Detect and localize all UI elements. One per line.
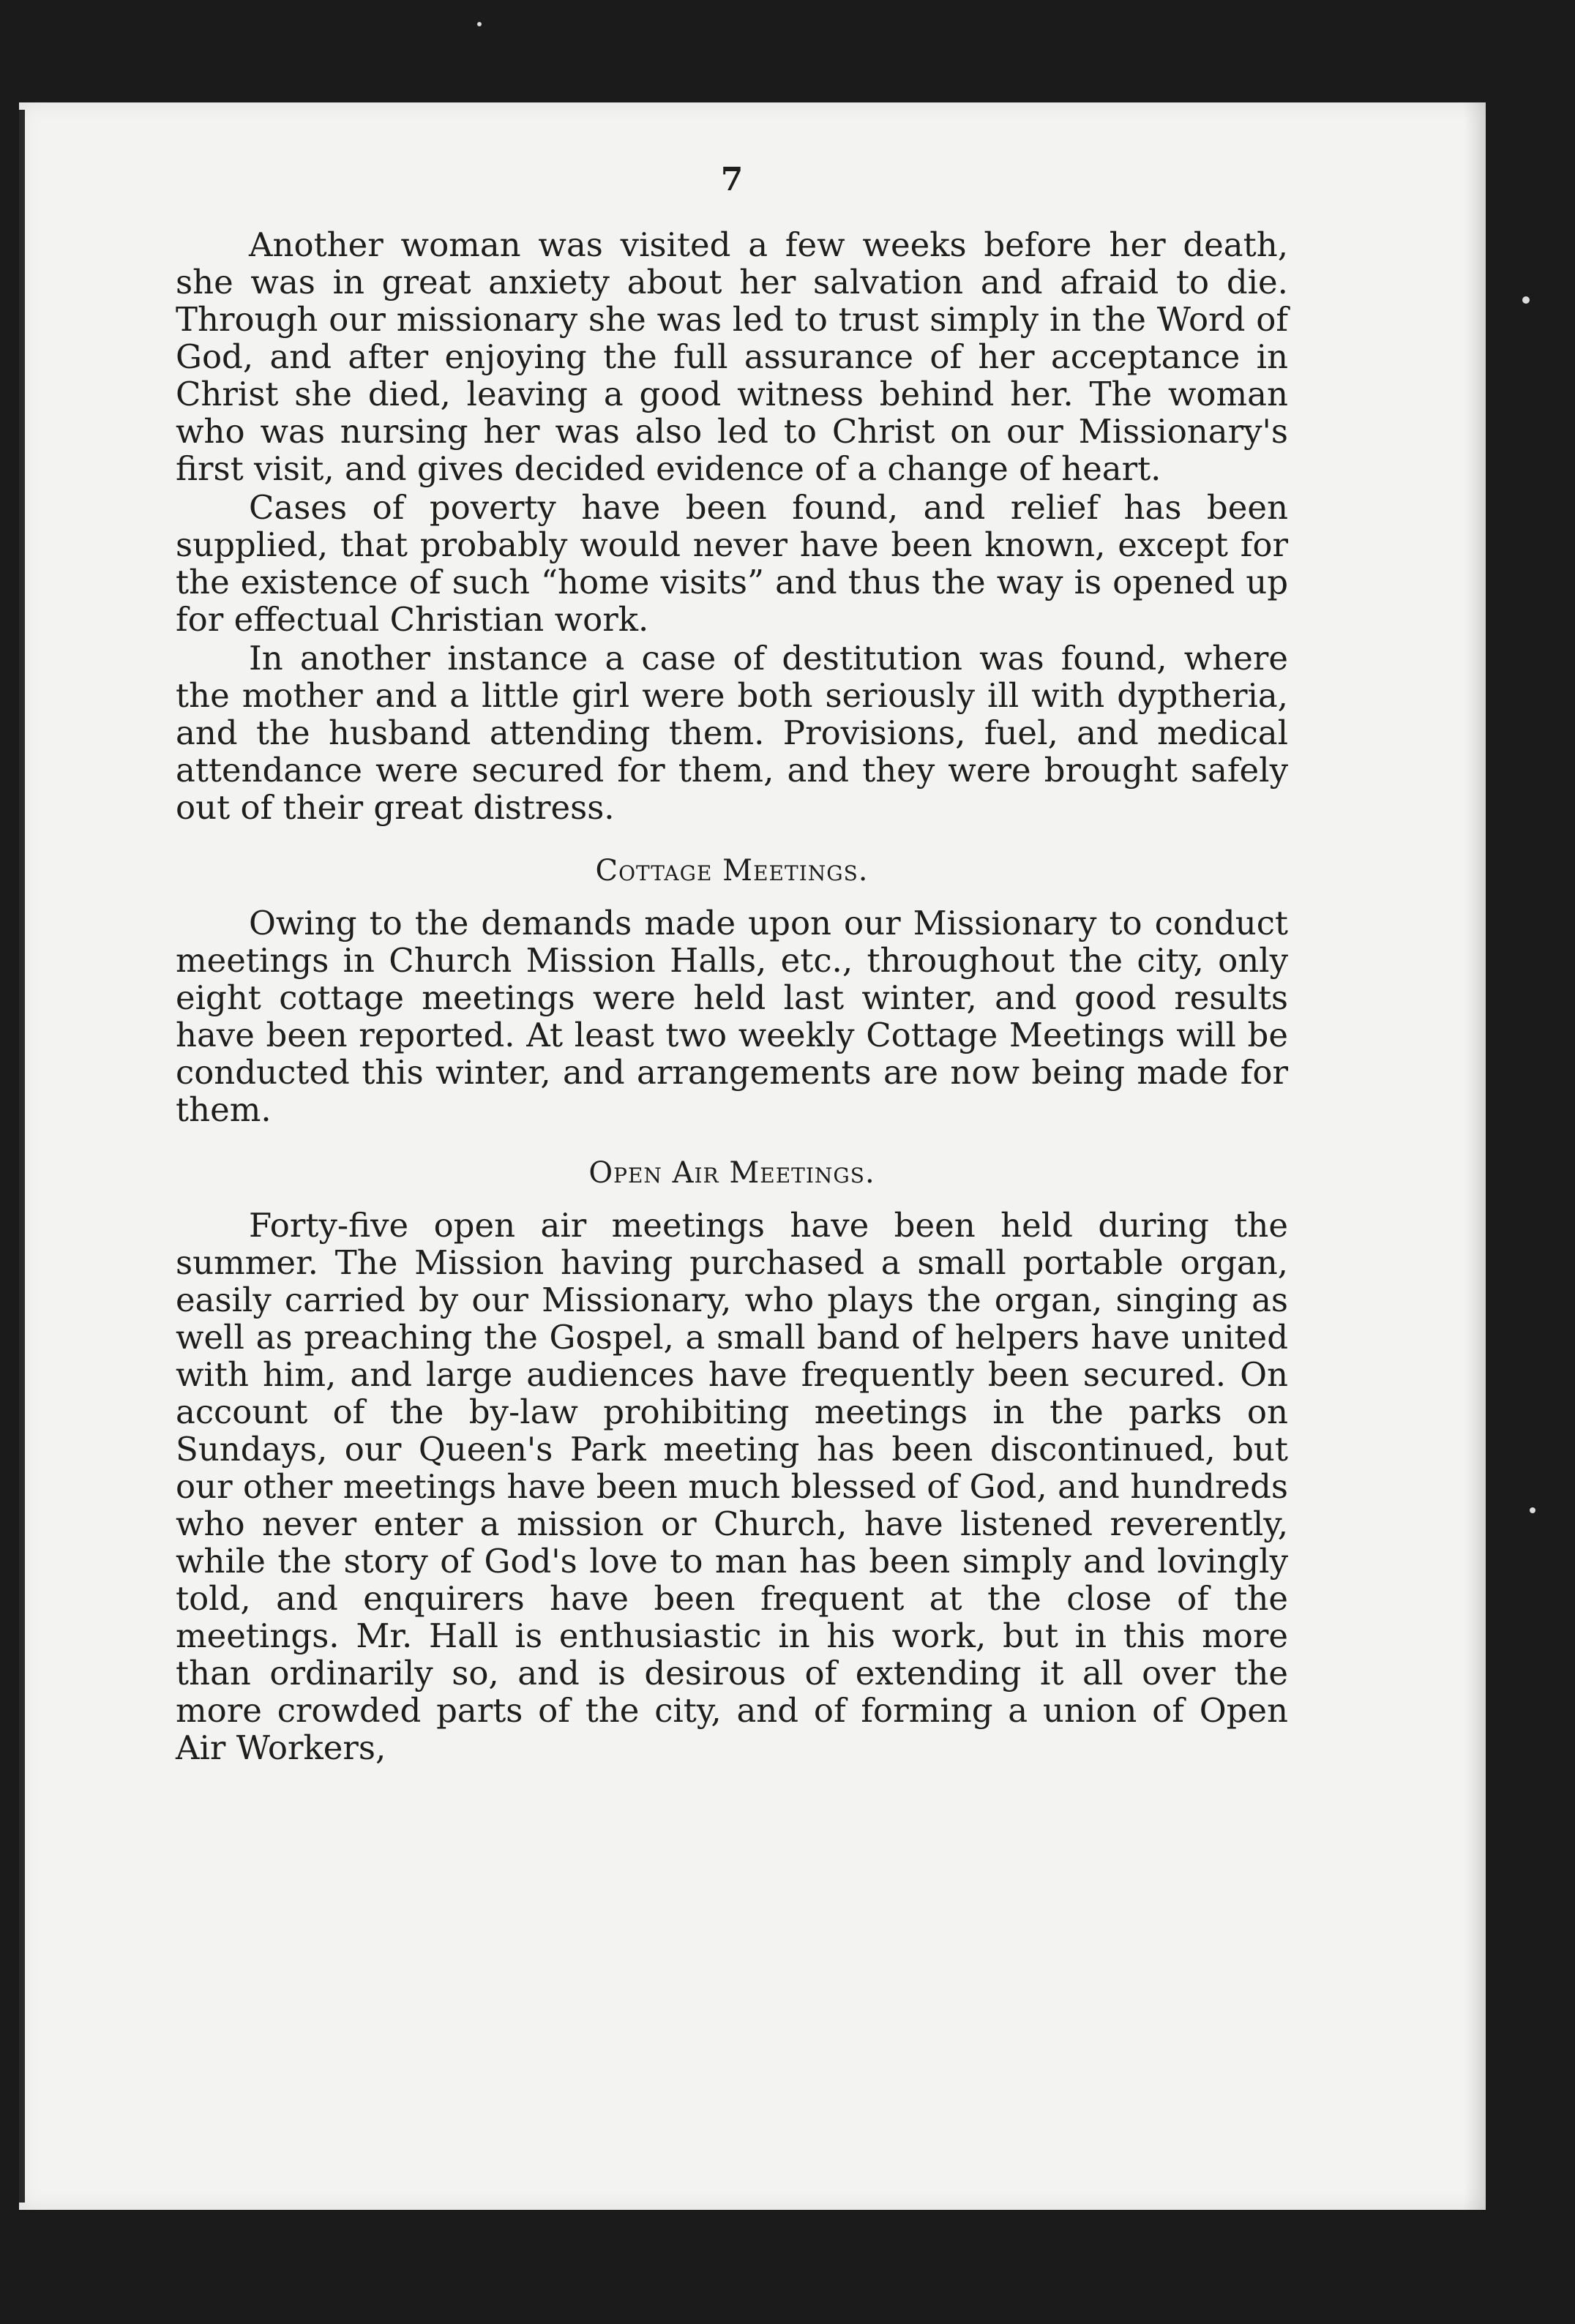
scan-speck: [477, 22, 482, 26]
paragraph: Cases of poverty have been found, and relief has been supplied, that probably would never have been known, except for the existence of such “home visits” and thus the way is opened up for effectual Christian work.: [176, 488, 1288, 639]
section-heading-cottage: Cottage Meetings.: [595, 854, 869, 888]
page-shadow: [1464, 102, 1486, 2210]
scan-speck: [1522, 296, 1530, 304]
paragraph: Another woman was visited a few weeks before her death, she was in great anxiety about her salvation and afraid to die. Through our missionary she was led to trust simply in the Word of God, and after enjoying the full assurance of her acceptance in Christ she died, leaving a good witness behind her. The woman who was nursing her was also led to Christ on our Missionary's first visit, and gives decided evidence of a change of heart.: [176, 225, 1288, 488]
paragraph: In another instance a case of destitution was found, where the mother and a little girl were both seriously ill with dyptheria, and the husband attending them. Provisions, fuel, and medical attendance were secured for them, and they were brought safely out of their great distress.: [176, 639, 1288, 827]
page-left-edge: [19, 110, 25, 2203]
scan-speck: [1530, 1507, 1535, 1513]
paragraph: Forty-five open air meetings have been held during the summer. The Mission having purchased a small portable organ, easily carried by our Missionary, who plays the organ, singing as well as preaching the Gospel, a small band of helpers have united with him, and large audiences have frequently been secured. On account of the by-law prohibiting meetings in the parks on Sundays, our Queen's Park meeting has been discontinued, but our other meetings have been much blessed of God, and hundreds who never enter a mission or Church, have listened reverently, while the story of God's love to man has been simply and lovingly told, and enquirers have been frequent at the close of the meetings. Mr. Hall is enthusiastic in his work, but in this more than ordinarily so, and is desirous of extending it all over the more crowded parts of the city, and of forming a union of Open Air Workers,: [176, 1206, 1288, 1767]
page-text: [176, 161, 1288, 1766]
page-number: 7: [720, 161, 744, 198]
paragraph: Owing to the demands made upon our Missionary to conduct meetings in Church Mission Halls, etc., throughout the city, only eight cottage meetings were held last winter, and good results have been reported. At least two weekly Cottage Meetings will be conducted this winter, and arrangements are now being made for them.: [176, 904, 1288, 1129]
section-heading-open-air: Open Air Meetings.: [588, 1156, 875, 1190]
